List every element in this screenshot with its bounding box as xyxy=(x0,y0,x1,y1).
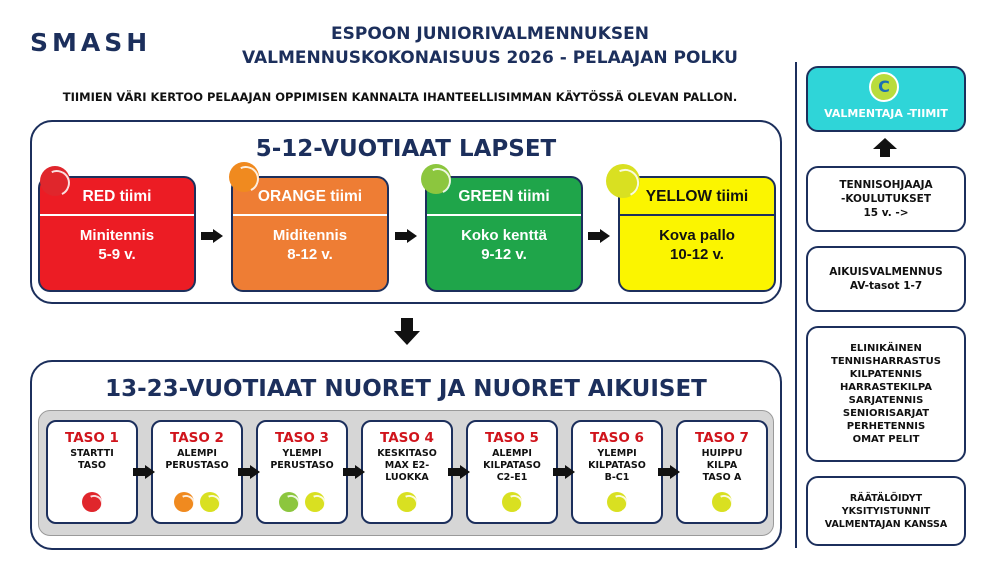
level-description: STARTTI TASO xyxy=(70,448,114,471)
level-description: HUIPPU KILPA TASO A xyxy=(701,448,743,483)
team-orange xyxy=(231,176,389,292)
team-yellow-body xyxy=(620,216,774,264)
coach-teams-box: VALMENTAJA -TIIMIT xyxy=(806,66,966,132)
level-description: KESKITASO MAX E2- LUOKKA xyxy=(377,448,437,483)
level-box xyxy=(676,420,768,524)
level-name: TASO 1 xyxy=(65,430,119,446)
yellow-ball-icon xyxy=(305,492,325,512)
kids-panel-title: 5-12-VUOTIAAT LAPSET xyxy=(255,136,557,162)
level-box xyxy=(571,420,663,524)
title-line-1: ESPOON JUNIORIVALMENNUKSEN xyxy=(331,24,649,44)
arrow-right-icon xyxy=(213,229,223,243)
coach-education-box: TENNISOHJAAJA -KOULUTUKSET 15 v. -> xyxy=(806,166,966,232)
team-yellow-line1: Kova pallo xyxy=(659,227,735,244)
lifelong-tennis-box: ELINIKÄINEN TENNISHARRASTUS KILPATENNIS HARRASTEKILPA SARJATENNIS SENIORISARJAT PERHETENNIS OMAT PELIT xyxy=(806,326,966,462)
level-description: YLEMPI PERUSTASO xyxy=(270,448,334,471)
arrow-right-icon xyxy=(355,465,365,479)
level-balls xyxy=(363,492,451,512)
yellow-ball-icon xyxy=(502,492,522,512)
level-box xyxy=(361,420,453,524)
level-name: TASO 3 xyxy=(275,430,329,446)
private-lessons-box: RÄÄTÄLÖIDYT YKSITYISTUNNIT VALMENTAJAN KANSSA xyxy=(806,476,966,546)
page-subtitle: TIIMIEN VÄRI KERTOO PELAAJAN OPPIMISEN KANNALTA IHANTEELLISIMMAN KÄYTÖSSÄ OLEVAN PALLON. xyxy=(62,90,738,104)
arrow-right-icon xyxy=(145,465,155,479)
page-title xyxy=(240,22,740,70)
level-description: ALEMPI PERUSTASO xyxy=(165,448,229,471)
level-name: TASO 7 xyxy=(695,430,749,446)
level-box xyxy=(256,420,348,524)
red-ball-icon xyxy=(82,492,102,512)
green-ball-icon xyxy=(421,164,451,194)
red-ball-icon xyxy=(40,166,70,196)
yellow-ball-icon xyxy=(712,492,732,512)
orange-ball-icon xyxy=(174,492,194,512)
team-green xyxy=(425,176,583,292)
arrow-up-icon xyxy=(873,138,897,158)
team-yellow-name: YELLOW tiimi xyxy=(620,178,774,216)
team-yellow xyxy=(618,176,776,292)
team-green-body xyxy=(427,216,581,264)
level-name: TASO 6 xyxy=(590,430,644,446)
level-name: TASO 2 xyxy=(170,430,224,446)
level-balls xyxy=(258,492,346,512)
level-name: TASO 5 xyxy=(485,430,539,446)
coach-logo-icon: C xyxy=(869,72,899,102)
team-orange-line2: 8-12 v. xyxy=(287,246,333,263)
level-balls xyxy=(573,492,661,512)
team-red-line1: Minitennis xyxy=(79,227,155,244)
level-description: ALEMPI KILPATASO C2-E1 xyxy=(483,448,541,483)
team-red-body xyxy=(40,216,194,264)
team-yellow-line2: 10-12 v. xyxy=(670,246,724,263)
arrow-right-icon xyxy=(250,465,260,479)
level-balls xyxy=(153,492,241,512)
adult-coaching-box: AIKUISVALMENNUS AV-tasot 1-7 xyxy=(806,246,966,312)
green-ball-icon xyxy=(279,492,299,512)
yellow-ball-icon xyxy=(607,492,627,512)
team-red-line2: 5-9 v. xyxy=(98,246,136,263)
level-description: YLEMPI KILPATASO B-C1 xyxy=(588,448,646,483)
arrow-right-icon xyxy=(565,465,575,479)
sidebar-divider xyxy=(795,62,797,548)
title-line-2: VALMENNUSKOKONAISUUS 2026 - PELAAJAN POLKU xyxy=(242,48,738,68)
team-orange-body xyxy=(233,216,387,264)
level-balls xyxy=(468,492,556,512)
arrow-right-icon xyxy=(600,229,610,243)
team-orange-line1: Miditennis xyxy=(272,227,348,244)
orange-ball-icon xyxy=(229,162,259,192)
level-box xyxy=(151,420,243,524)
team-orange-name: ORANGE tiimi xyxy=(233,178,387,216)
team-green-line2: 9-12 v. xyxy=(481,246,527,263)
level-box xyxy=(46,420,138,524)
level-name: TASO 4 xyxy=(380,430,434,446)
arrow-right-icon xyxy=(460,465,470,479)
arrow-down-icon xyxy=(394,318,420,346)
team-red-name: RED tiimi xyxy=(40,178,194,216)
level-box xyxy=(466,420,558,524)
smash-logo: SMASH xyxy=(30,28,152,57)
yellow-ball-icon xyxy=(606,164,640,198)
arrow-right-icon xyxy=(670,465,680,479)
yellow-ball-icon xyxy=(200,492,220,512)
youth-panel-title: 13-23-VUOTIAAT NUORET JA NUORET AIKUISET xyxy=(105,376,707,402)
team-green-line1: Koko kenttä xyxy=(461,227,547,244)
yellow-ball-icon xyxy=(397,492,417,512)
level-balls xyxy=(48,492,136,512)
arrow-right-icon xyxy=(407,229,417,243)
team-green-name: GREEN tiimi xyxy=(427,178,581,216)
level-balls xyxy=(678,492,766,512)
